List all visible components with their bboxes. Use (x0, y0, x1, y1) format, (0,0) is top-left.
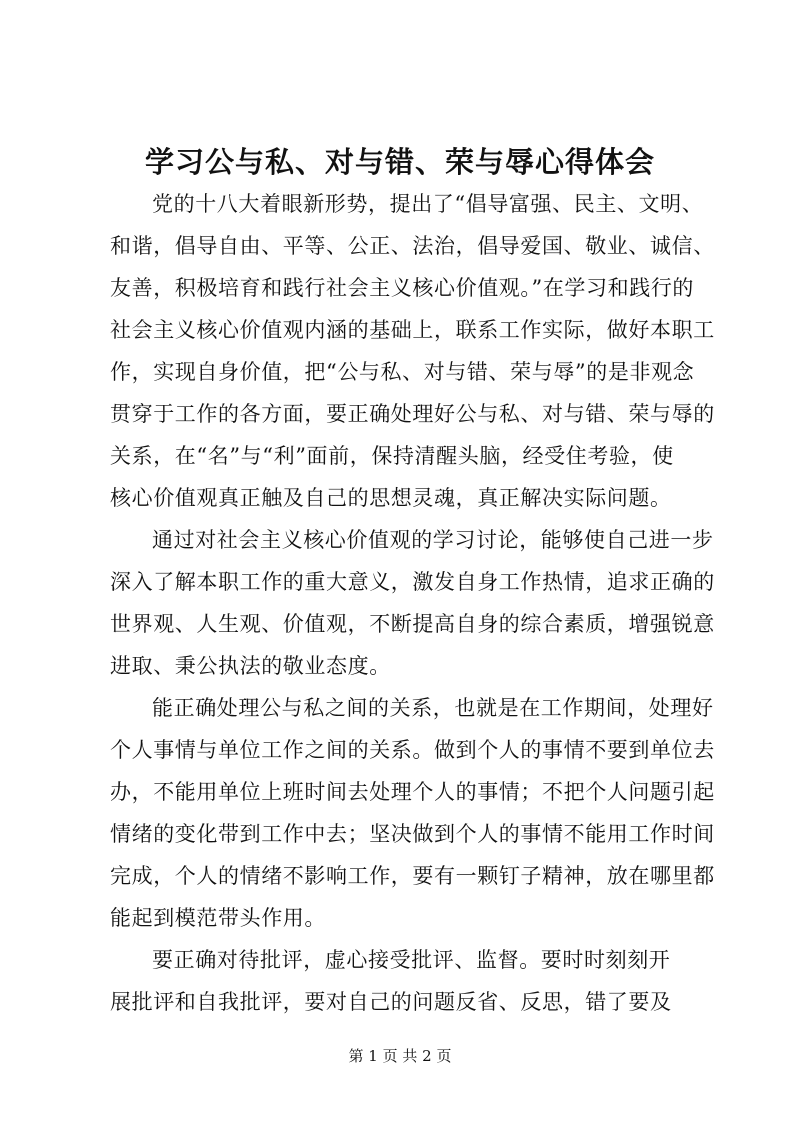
paragraph-2-line-4: 进取、秉公执法的敬业态度。 (110, 654, 391, 678)
paragraph-2-line-2: 深入了解本职工作的重大意义，激发自身工作热情，追求正确的 (110, 570, 715, 594)
paragraph-3-line-4: 情绪的变化带到工作中去；坚决做到个人的事情不能用工作时间 (110, 822, 715, 846)
paragraph-1-line-1: 党的十八大着眼新形势，提出了“倡导富强、民主、文明、 (152, 192, 704, 216)
paragraph-1-line-7: 关系，在“名”与“利”面前，保持清醒头脑，经受住考验，使 (110, 444, 674, 468)
paragraph-1-line-4: 社会主义核心价值观内涵的基础上，联系工作实际，做好本职工 (110, 318, 715, 342)
paragraph-1-line-6: 贯穿于工作的各方面，要正确处理好公与私、对与错、荣与辱的 (110, 402, 715, 426)
paragraph-2-line-3: 世界观、人生观、价值观，不断提高自身的综合素质，增强锐意 (110, 612, 715, 636)
paragraph-2-line-1: 通过对社会主义核心价值观的学习讨论，能够使自己进一步 (152, 528, 714, 552)
paragraph-3-line-3: 办，不能用单位上班时间去处理个人的事情；不把个人问题引起 (110, 780, 715, 804)
page-footer: 第 1 页 共 2 页 (348, 1047, 452, 1065)
document-title: 学习公与私、对与错、荣与辱心得体会 (144, 145, 655, 179)
paragraph-4-line-1: 要正确对待批评，虚心接受批评、监督。要时时刻刻开 (152, 948, 671, 972)
paragraph-4-line-2: 展批评和自我批评，要对自己的问题反省、反思，错了要及 (110, 990, 672, 1014)
paragraph-3-line-5: 完成，个人的情绪不影响工作，要有一颗钉子精神，放在哪里都 (110, 864, 715, 888)
paragraph-3-line-6: 能起到模范带头作用。 (110, 906, 326, 930)
paragraph-1-line-3: 友善，积极培育和践行社会主义核心价值观。”在学习和践行的 (110, 276, 695, 300)
paragraph-1-line-5: 作，实现自身价值，把“公与私、对与错、荣与辱”的是非观念 (110, 360, 695, 384)
paragraph-3-line-1: 能正确处理公与私之间的关系，也就是在工作期间，处理好 (152, 696, 714, 720)
paragraph-1-line-2: 和谐，倡导自由、平等、公正、法治，倡导爱国、敬业、诚信、 (110, 234, 715, 258)
paragraph-3-line-2: 个人事情与单位工作之间的关系。做到个人的事情不要到单位去 (110, 738, 715, 762)
paragraph-1-line-8: 核心价值观真正触及自己的思想灵魂，真正解决实际问题。 (110, 486, 672, 510)
